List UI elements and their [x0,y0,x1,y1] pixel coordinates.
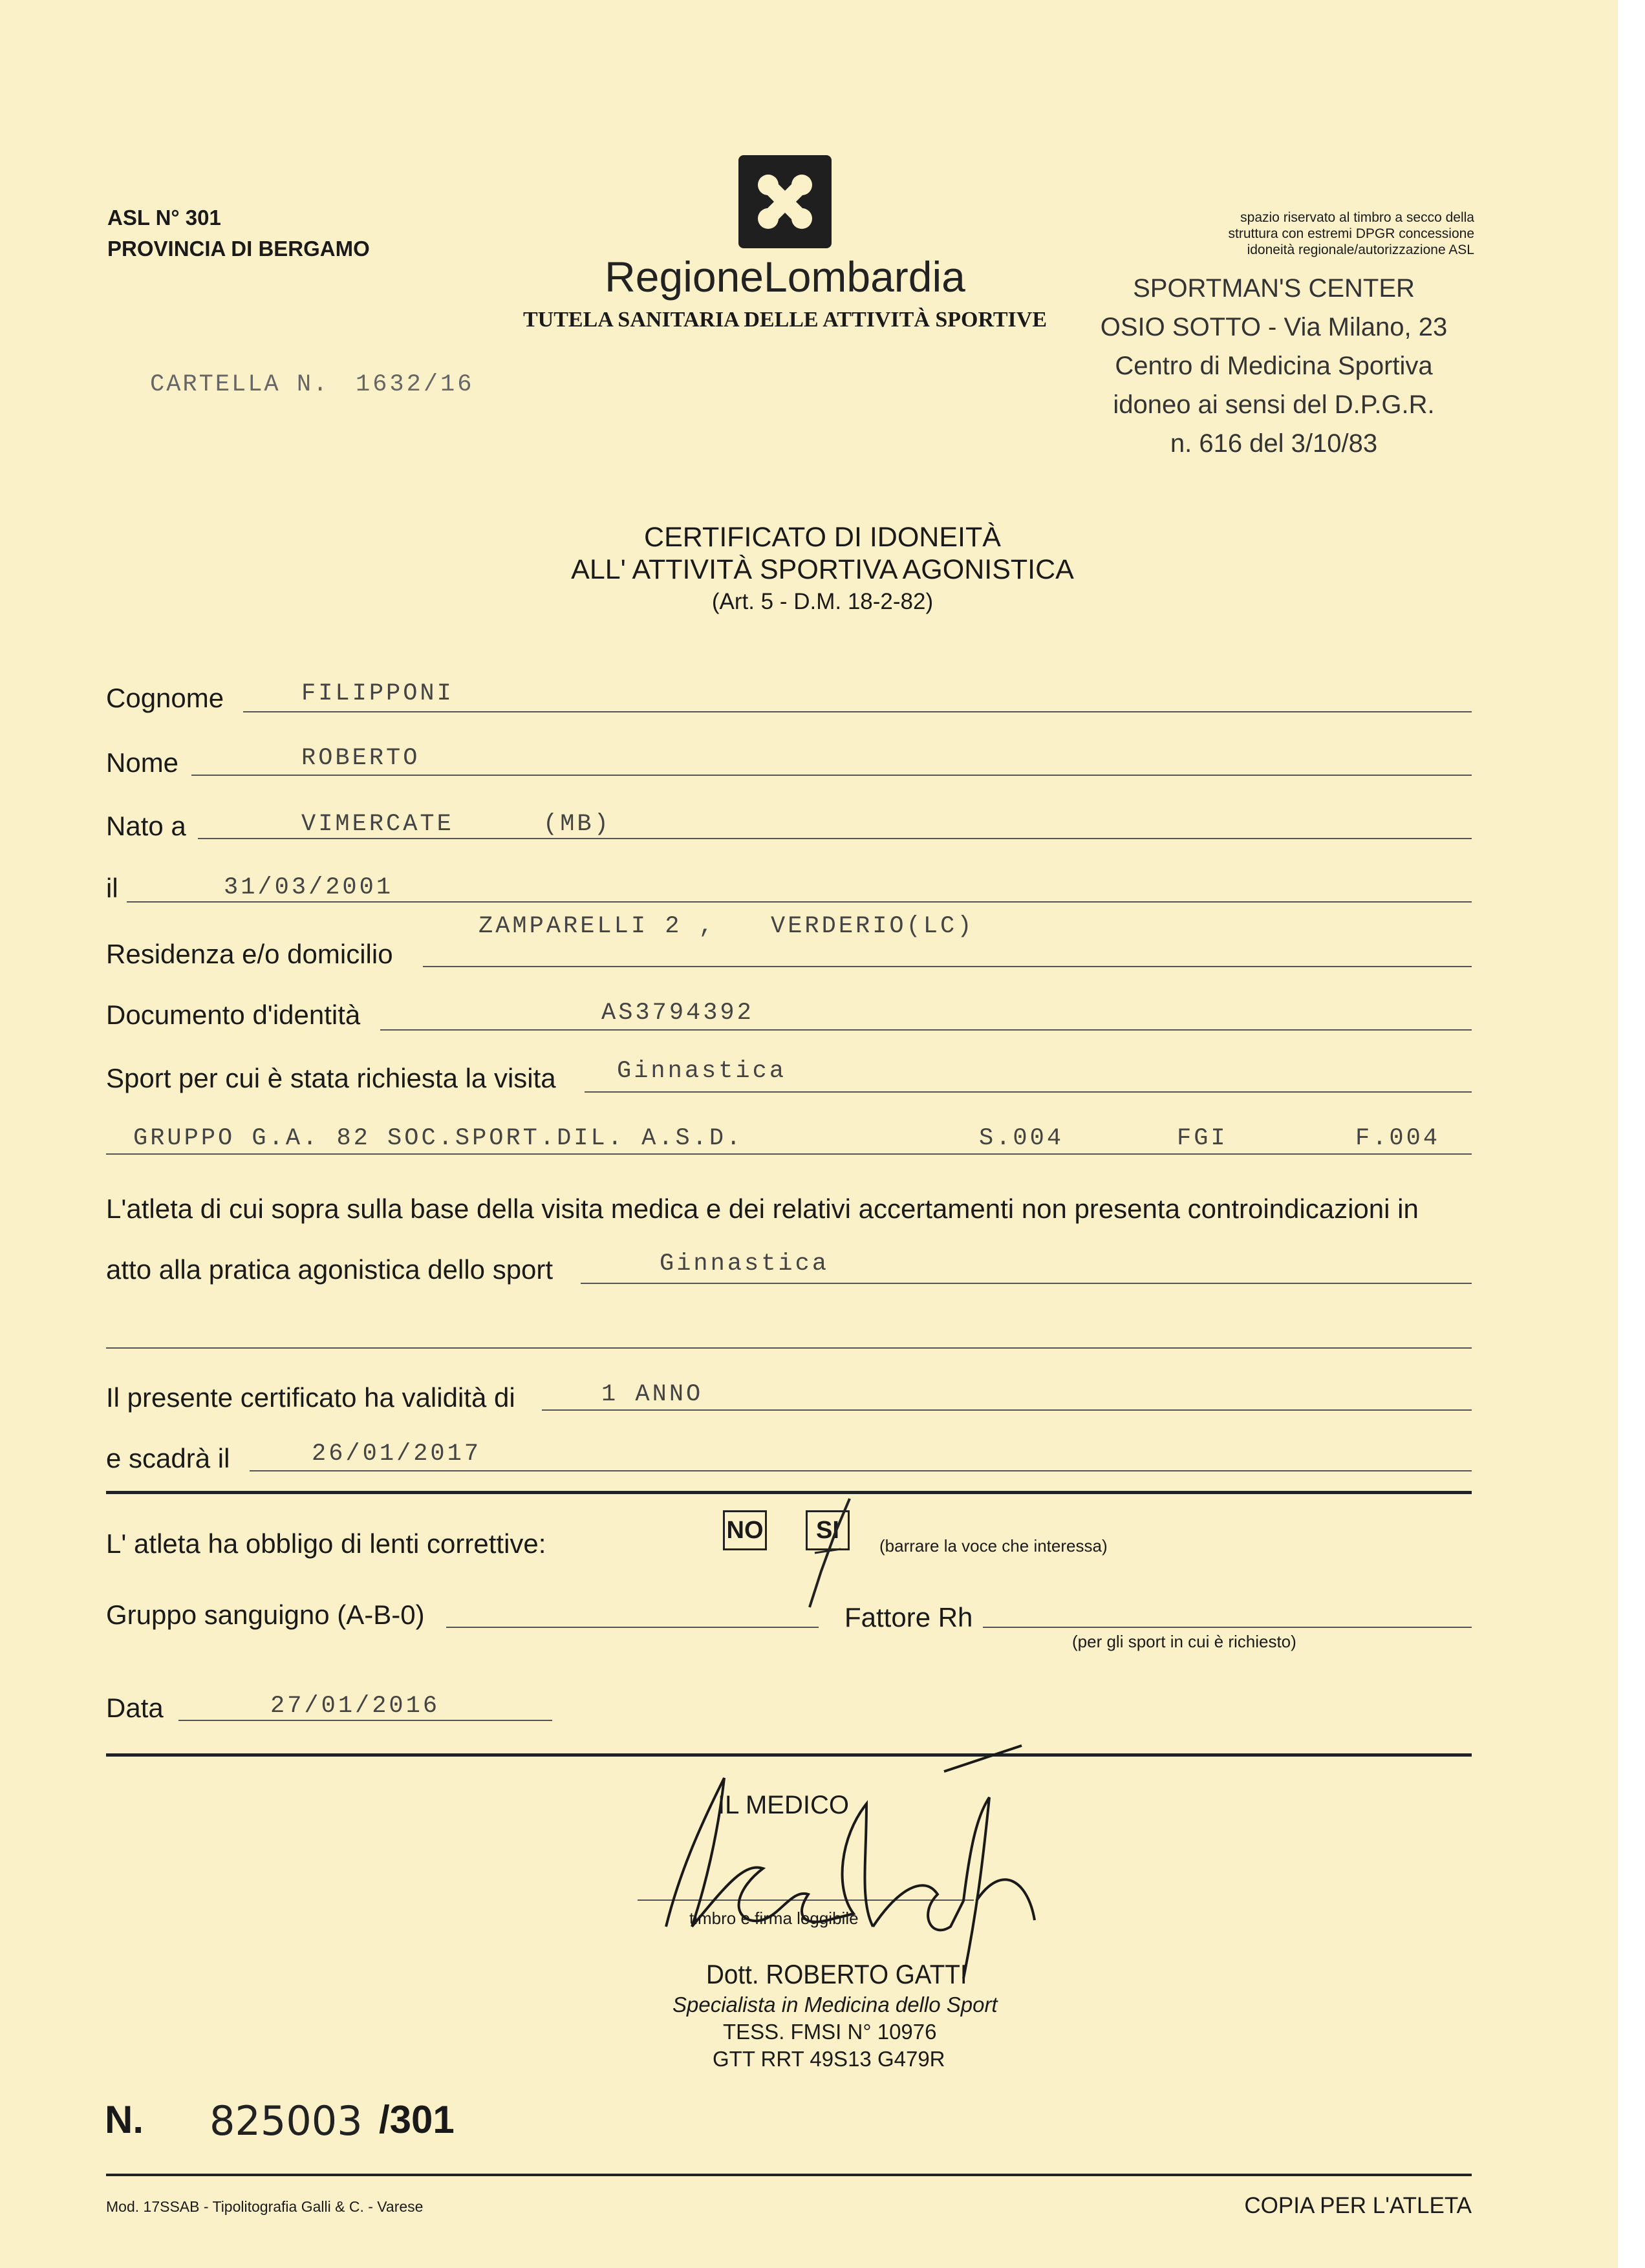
number-suffix: /301 [379,2098,455,2141]
documento-label: Documento d'identità [106,1000,361,1030]
birth-date-value: 31/03/2001 [224,874,394,901]
rh-line [983,1627,1472,1628]
validity-value: 1 ANNO [601,1381,704,1408]
doctor-title: IL MEDICO [718,1791,849,1819]
validity-line [542,1409,1472,1411]
cognome-line [243,711,1472,712]
cartella-number: 1632/16 [356,371,475,398]
validity-label: Il presente certificato ha validità di [106,1382,515,1413]
societa-code-1: S.004 [979,1125,1064,1152]
asl-province: PROVINCIA DI BERGAMO [107,237,370,261]
nome-label: Nome [106,747,179,778]
printer-info: Mod. 17SSAB - Tipolitografia Galli & C. - Varese [106,2198,424,2215]
societa-code-2: FGI [1177,1125,1228,1152]
lenses-no-box: NO [723,1510,767,1550]
doctor-signature-icon [640,1733,1041,1991]
certificate-number: 825003 [210,2097,363,2145]
footer-divider [106,2174,1472,2176]
statement-line-1: L'atleta di cui sopra sulla base della visita medica e dei relativi accertamenti non presenta controindicazioni in [106,1193,1419,1224]
documento-value: AS3794392 [601,1000,754,1027]
lenses-label: L' atleta ha obbligo di lenti correttive: [106,1528,546,1559]
blood-group-line [446,1627,819,1628]
regione-lombardia-logo-icon [738,155,832,248]
date-value: 27/01/2016 [270,1693,440,1720]
rh-label: Fattore Rh [844,1602,973,1632]
il-line [127,901,1472,903]
clinic-stamp: SPORTMAN'S CENTER OSIO SOTTO - Via Milano, 23 Centro di Medicina Sportiva idoneo ai sensi del D.P.G.R. n. 616 del 3/10/83 [1100,274,1448,458]
societa-line [106,1153,1472,1155]
nome-line [191,775,1472,776]
rh-note: (per gli sport in cui è richiesto) [1072,1632,1296,1651]
date-line [178,1720,552,1721]
date-label: Data [106,1693,164,1723]
expiry-line [250,1470,1472,1471]
region-subtitle: TUTELA SANITARIA DELLE ATTIVITÀ SPORTIVE [522,308,1047,332]
nato-label: Nato a [106,811,186,841]
sport-value: Ginnastica [617,1058,787,1085]
region-name: RegioneLombardia [605,253,965,301]
lenses-note: (barrare la voce che interessa) [879,1536,1108,1556]
residenza-street: ZAMPARELLI 2 , [478,913,716,940]
doctor-fmsi: TESS. FMSI N° 10976 [723,2020,937,2044]
societa-value: GRUPPO G.A. 82 SOC.SPORT.DIL. A.S.D. [133,1125,744,1152]
societa-code-3: F.004 [1355,1125,1441,1152]
nato-line [198,838,1472,839]
residenza-city: VERDERIO(LC) [771,913,974,940]
residenza-line [423,966,1472,967]
nato-value: VIMERCATE [301,811,454,838]
doctor-fiscal-code: GTT RRT 49S13 G479R [713,2047,945,2071]
statement-sport-value: Ginnastica [660,1250,830,1278]
cognome-value: FILIPPONI [301,680,454,707]
stamp-note: spazio riservato al timbro a secco della struttura con estremi DPGR concessione idoneità regionale/autorizzazione ASL [1228,210,1474,257]
section-divider-1 [106,1491,1472,1494]
cartella-label: CARTELLA N. [150,371,330,398]
statement-line-2: atto alla pratica agonistica dello sport [106,1254,554,1285]
certificate-title: CERTIFICATO DI IDONEITÀ ALL' ATTIVITÀ SPORTIVA AGONISTICA (Art. 5 - D.M. 18-2-82) [571,522,1074,614]
sport-line [585,1091,1472,1093]
blood-group-label: Gruppo sanguigno (A-B-0) [106,1599,425,1630]
il-label: il [106,873,118,903]
doctor-name: Dott. ROBERTO GATTI [706,1959,967,1989]
expiry-label: e scadrà il [106,1443,230,1473]
lenses-si-box: SI [806,1510,850,1550]
nome-value: ROBERTO [301,745,420,772]
scan-edge [1618,0,1645,2268]
number-prefix: N. [105,2098,144,2141]
nato-province: (MB) [543,811,611,838]
sport-label: Sport per cui è stata richiesta la visita [106,1063,556,1093]
expiry-value: 26/01/2017 [312,1440,482,1468]
documento-line [380,1029,1472,1031]
blank-line [106,1347,1472,1349]
copy-label: COPIA PER L'ATLETA [1244,2193,1472,2218]
doctor-specialty: Specialista in Medicina dello Sport [672,1993,998,2017]
asl-number: ASL N° 301 [107,206,221,230]
statement-sport-line [581,1283,1472,1284]
strike-through-mark-icon [795,1493,866,1616]
cognome-label: Cognome [106,683,224,713]
residenza-label: Residenza e/o domicilio [106,939,393,969]
signature-caption: timbro e firma leggibile [689,1909,859,1928]
